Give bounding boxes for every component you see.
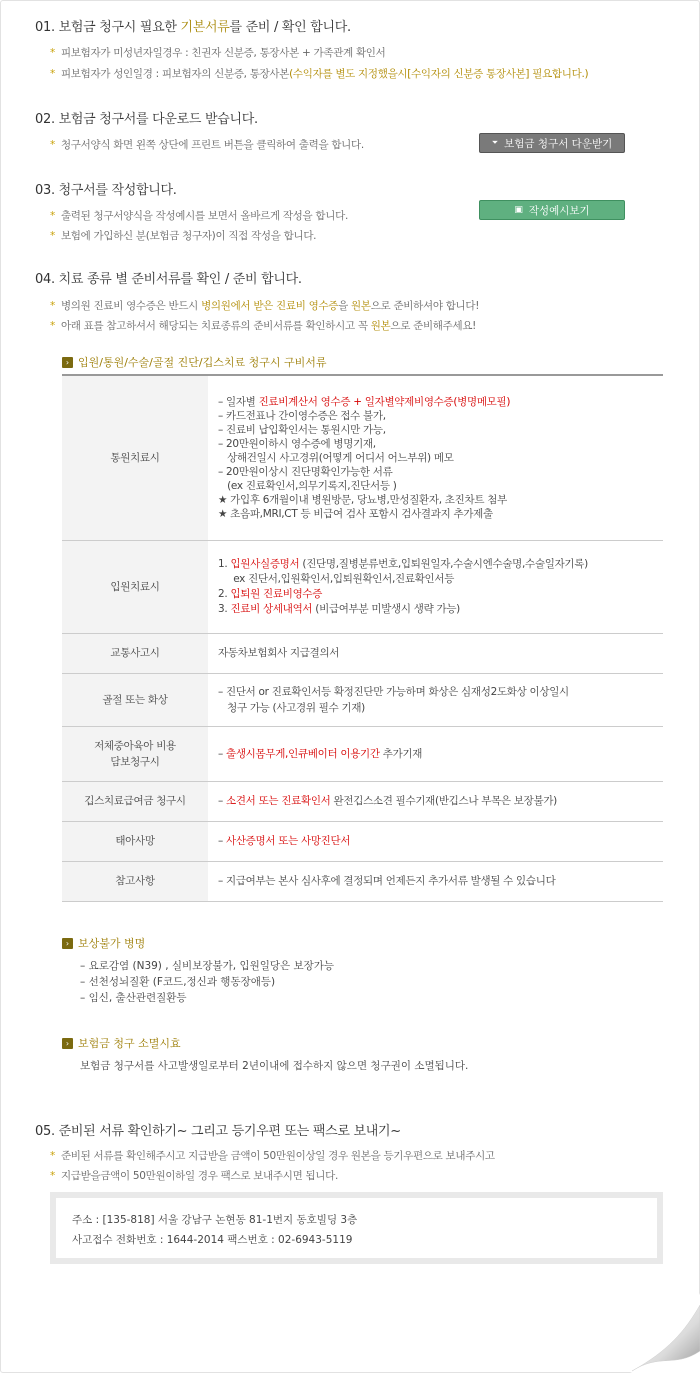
section-1-bullet-2: * 피보험자가 성인일경 : 피보험자의 신분증, 통장사본(수익자를 별도 지정했을시[수익자의 신분증 통장사본] 필요합니다.) xyxy=(50,68,589,80)
address-line: 주소 : [135-818] 서울 강남구 논현동 81-1번지 동호빌딩 3층 xyxy=(72,1214,358,1226)
table-row xyxy=(62,540,663,633)
row-value: – 출생시몸무게,인큐베이터 이용기간 추가기재 xyxy=(208,726,663,781)
excluded-diseases-subtitle: › 보상불가 병명 xyxy=(62,935,145,951)
row-value: – 사산증명서 또는 사망진단서 xyxy=(208,821,663,861)
required-docs-subtitle: › 입원/통원/수술/골절 진단/깁스치료 청구시 구비서류 xyxy=(62,354,326,370)
claim-expiry-subtitle: › 보험금 청구 소멸시효 xyxy=(62,1035,181,1051)
section-5-bullet-2: * 지급받을금액이 50만원이하일 경우 팩스로 보내주시면 됩니다. xyxy=(50,1170,339,1182)
table-row xyxy=(62,673,663,726)
row-value: – 지급여부는 본사 심사후에 결정되며 언제든지 추가서류 발생될 수 있습니다 xyxy=(208,861,663,901)
section-5-title: 05. 준비된 서류 확인하기~ 그리고 등기우편 또는 팩스로 보내기~ xyxy=(35,1124,401,1139)
table-row xyxy=(62,375,663,540)
required-documents-table xyxy=(62,374,663,902)
row-label: 참고사항 xyxy=(62,861,208,901)
table-row xyxy=(62,861,663,901)
download-icon: ⏷ xyxy=(491,138,499,147)
page-curl-decoration xyxy=(630,1293,700,1373)
table-row xyxy=(62,821,663,861)
row-value: 자동차보험회사 지급결의서 xyxy=(208,633,663,673)
claim-expiry-text: 보험금 청구서를 사고발생일로부터 2년이내에 접수하지 않으면 청구권이 소멸됩니다. xyxy=(80,1060,469,1072)
row-label: 교통사고시 xyxy=(62,633,208,673)
download-claim-form-button[interactable]: ⏷ 보험금 청구서 다운받기 xyxy=(479,133,625,153)
address-box xyxy=(50,1192,663,1264)
row-value: – 소견서 또는 진료확인서 완전깁스소견 필수기재(반깁스나 부목은 보장불가) xyxy=(208,781,663,821)
arrow-right-icon: › xyxy=(62,938,73,949)
preview-icon: ▣ xyxy=(514,205,523,215)
section-4-title: 04. 치료 종류 별 준비서류를 확인 / 준비 합니다. xyxy=(35,272,302,287)
view-example-button[interactable]: ▣ 작성예시보기 xyxy=(479,200,625,220)
table-row xyxy=(62,781,663,821)
row-value: – 일자별 진료비계산서 영수증 + 일자별약제비영수증(병명메모필) – 카드전표나 간이영수증은 접수 불가, – 진료비 납입확인서는 통원시만 가능, – 20만원이하시 영수증에 병명기재, 상해건일시 사고경위(어떻게 어디서 어느부위) 메모 – 20만원이상시 진단명확인가능한 서류 (ex 진료확인서,의무기록지,진단서등 ) ★ 가입후 6개월이내 병원방문, 당뇨병,만성질환자, 초진차트 첨부 ★ 초음파,MRI,CT 등 비급여 검사 포함시 검사결과지 추가제출 xyxy=(208,375,663,540)
arrow-right-icon: › xyxy=(62,1038,73,1049)
section-3-bullet-2: * 보험에 가입하신 분(보험금 청구자)이 직접 작성을 합니다. xyxy=(50,230,317,242)
row-label: 골절 또는 화상 xyxy=(62,673,208,726)
section-5-bullet-1: * 준비된 서류를 확인해주시고 지급받을 금액이 50만원이상일 경우 원본을 등기우편으로 보내주시고 xyxy=(50,1150,495,1162)
section-3-bullet-1: * 출력된 청구서양식을 작성예시를 보면서 올바르게 작성을 합니다. xyxy=(50,210,348,222)
arrow-right-icon: › xyxy=(62,357,73,368)
row-label: 통원치료시 xyxy=(62,375,208,540)
table-row xyxy=(62,633,663,673)
excluded-diseases-list: – 요로감염 (N39) , 실비보장불가, 입원일당은 보장가능 – 선천성뇌질환 (F코드,정신과 행동장애등) – 임신, 출산관련질환등 xyxy=(80,960,335,1004)
row-value: 1. 입원사실증명서 (진단명,질병분류번호,입퇴원일자,수술시엔수술명,수술일자기록) ex 진단서,입원확인서,입퇴원확인서,진료확인서등 2. 입퇴원 진료비영수증 3. 진료비 상세내역서 (비급여부분 미발생시 생략 가능) xyxy=(208,540,663,633)
section-3-title: 03. 청구서를 작성합니다. xyxy=(35,183,177,198)
section-2-bullet-1: * 청구서양식 화면 왼쪽 상단에 프린트 버튼을 클릭하여 출력을 합니다. xyxy=(50,139,364,151)
section-1-bullet-1: * 피보험자가 미성년자일경우 : 친권자 신분증, 통장사본 + 가족관계 확인서 xyxy=(50,47,386,59)
section-1-title: 01. 보험금 청구시 필요한 기본서류를 준비 / 확인 합니다. xyxy=(35,20,351,35)
section-4-bullet-2: * 아래 표를 참고하셔서 해당되는 치료종류의 준비서류를 확인하시고 꼭 원본으로 준비해주세요! xyxy=(50,320,477,332)
row-label: 깁스치료급여금 청구시 xyxy=(62,781,208,821)
row-value: – 진단서 or 진료확인서등 확정진단만 가능하며 화상은 심재성2도화상 이상일시 청구 가능 (사고경위 필수 기재) xyxy=(208,673,663,726)
section-4-bullet-1: * 병의원 진료비 영수증은 반드시 병의원에서 받은 진료비 영수증을 원본으로 준비하셔야 합니다! xyxy=(50,300,480,312)
table-row xyxy=(62,726,663,781)
row-label: 입원치료시 xyxy=(62,540,208,633)
row-label: 저체중아육아 비용 담보청구시 xyxy=(62,726,208,781)
contact-line: 사고접수 전화번호 : 1644-2014 팩스번호 : 02-6943-5119 xyxy=(72,1234,353,1246)
section-2-title: 02. 보험금 청구서를 다운로드 받습니다. xyxy=(35,112,258,127)
row-label: 태아사망 xyxy=(62,821,208,861)
